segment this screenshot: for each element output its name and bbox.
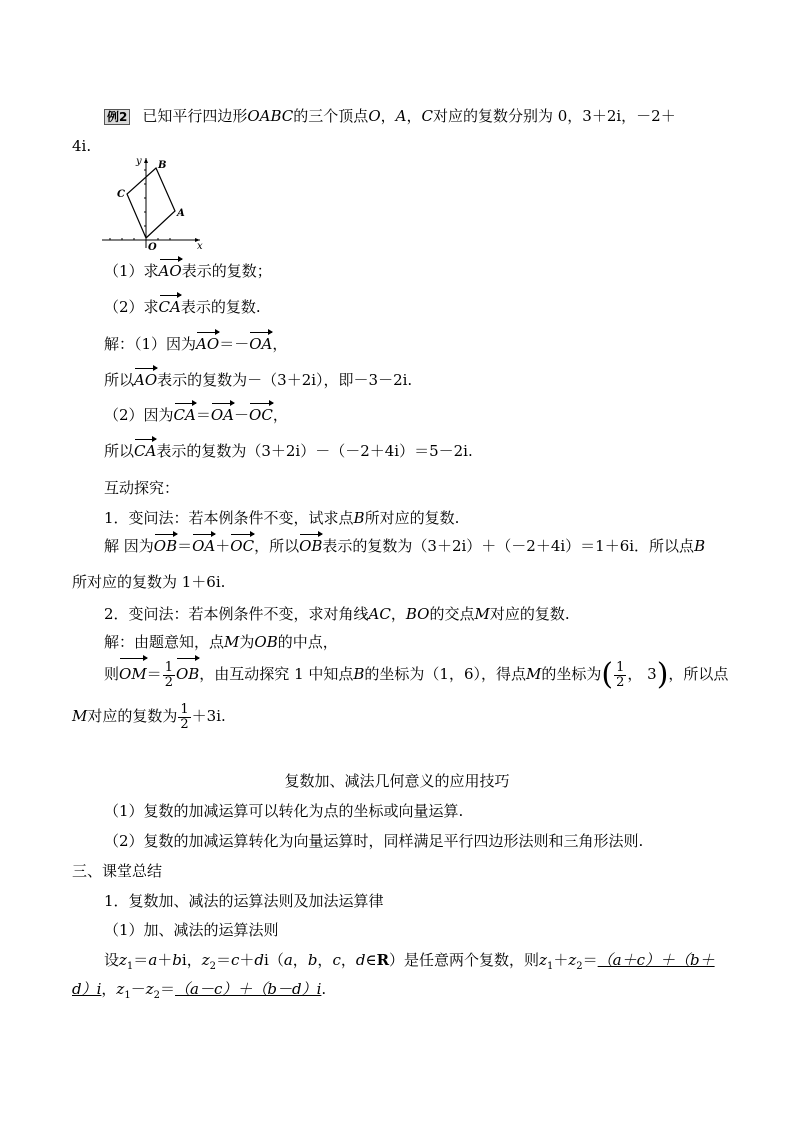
label-c: C [117,189,125,200]
answer-sum-cont: d）i [72,980,102,998]
explore-title: 互动探究： [104,479,180,497]
label-o: O [148,242,157,252]
solution-1-result: 所以AO表示的复数为－（3＋2i），即－3－2i. [104,371,413,389]
variation-2-solution-3: M对应的复数为 $\frac{1}{2}$ ＋3i. [72,701,226,732]
tip-2: （2）复数的加减运算转化为向量运算时，同样满足平行四边形法则和三角形法则. [104,832,644,850]
label-x: x [197,241,203,252]
variation-2: 2．变问法：若本例条件不变，求对角线AC，BO的交点M对应的复数. [104,605,570,623]
variation-2-solution-2: 则OM＝ $\frac{1}{2}$ OB，由互动探究 1 中知点B的坐标为（1，6），得点M的坐标为( $\frac{1}{2}$ ， 3)，所以点 [104,657,729,692]
variation-2-solution: 解：由题意知，点M为OB的中点， [104,633,338,651]
fraction-half: $\frac{1}{2}$ [164,659,173,690]
parallelogram-oabc [127,168,175,238]
fraction-half-result: $\frac{1}{2}$ [180,701,189,732]
rule-line-2: d）i，$z_1-z_2=(a-c)+(b-d)i$. [72,980,327,1001]
summary-title: 三、课堂总结 [72,862,163,880]
variation-1-solution-cont: 所对应的复数为 1＋6i. [72,573,226,591]
parallelogram-figure [100,150,210,252]
solution-1: 解：（1）因为AO＝－OA， [104,335,288,353]
y-axis-arrow [144,158,148,163]
example-statement-cont: 4i. [72,137,92,155]
summary-item-1: 1．复数加、减法的运算法则及加法运算律 [104,892,384,910]
solution-2: （2）因为CA＝OA－OC， [104,406,288,424]
question-1: （1）求AO表示的复数； [104,262,272,280]
variation-1-solution: 解 因为OB＝OA＋OC，所以OB表示的复数为（3＋2i）＋（－2＋4i）＝1＋6i．所以点B [104,537,706,555]
variation-1: 1．变问法：若本例条件不变，试求点B所对应的复数. [104,509,460,527]
fraction-half-coord: $\frac{1}{2}$ [616,659,625,690]
rule-line-1: 设$z_1=a+bi$，$z_2=c+di(a$，b，c，d∈R）是任意两个复数，则$z_1+z_2=(a+c)+(b+$ [104,951,715,972]
tip-1: （1）复数的加减运算可以转化为点的坐标或向量运算. [104,802,464,820]
tips-title: 复数加、减法几何意义的应用技巧 [284,772,510,790]
question-2: （2）求CA表示的复数. [104,298,261,316]
label-a: A [177,208,185,219]
example-statement: 例2 已知平行四边形OABC的三个顶点O，A，C对应的复数分别为 0，3＋2i，－2＋ [104,106,676,126]
answer-difference: （a－c）＋（b－d）i [175,980,322,998]
label-y: y [136,156,142,167]
solution-2-result: 所以CA表示的复数为（3＋2i）－（－2＋4i）＝5－2i. [104,442,473,460]
answer-sum: （a＋c）＋（b＋ [597,951,715,969]
summary-item-2: （1）加、减法的运算法则 [104,921,279,939]
label-b: B [158,160,167,171]
example-tag: 例2 [104,109,130,125]
